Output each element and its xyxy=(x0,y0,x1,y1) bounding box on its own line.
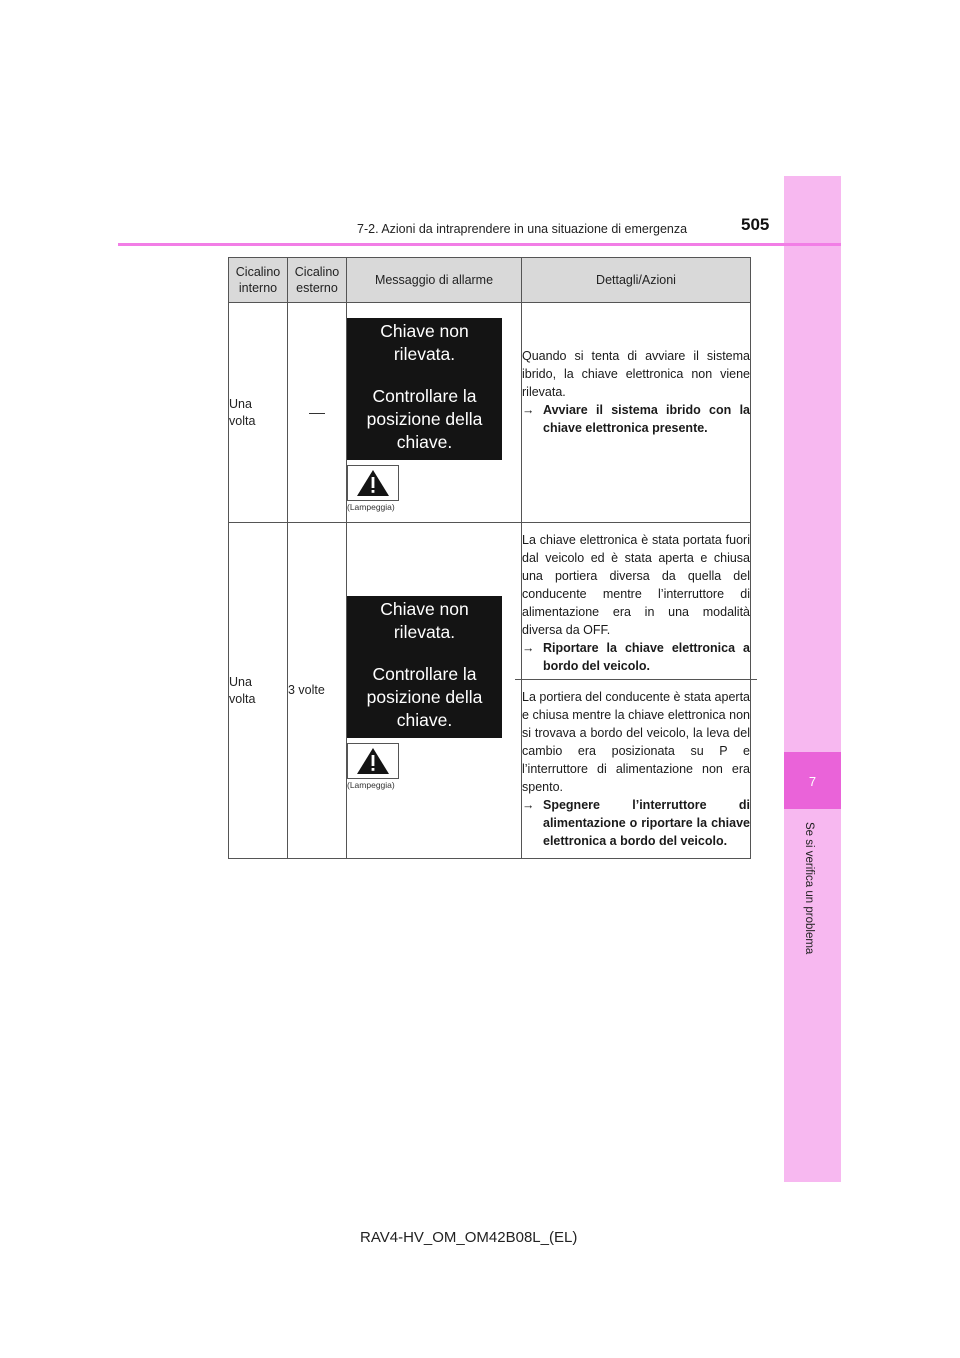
message-line: chiave. xyxy=(396,432,453,452)
header-details-actions: Dettagli/Azioni xyxy=(522,258,751,303)
internal-buzzer-cell: Una volta xyxy=(229,303,288,523)
external-buzzer-cell: 3 volte xyxy=(288,523,347,859)
internal-buzzer-cell: Una volta xyxy=(229,523,288,859)
chapter-title: Se si verifica un problema xyxy=(803,822,815,955)
detail-action xyxy=(522,796,750,850)
blink-caption: (Lampeggia) xyxy=(347,502,395,512)
detail-text: Quando si tenta di avviare il sistema ibrido, la chiave elettronica non viene rilevata. xyxy=(522,348,750,399)
chapter-title-tab xyxy=(803,822,823,1002)
chapter-number: 7 xyxy=(808,774,817,789)
detail-text: La portiera del conducente è stata aperta e chiusa mentre la chiave elettronica non si trovava a bordo del veicolo, la leva del cambio era posizionata su P e l’interruttore di alimentazione non era spento. xyxy=(522,690,750,794)
alarm-table xyxy=(228,257,751,859)
details-cell xyxy=(522,303,751,523)
message-line: Chiave non xyxy=(380,598,469,619)
detail-text: La chiave elettronica è stata portata fuori dal veicolo ed è stata aperta e chiusa una portiera diversa da quella del conducente mentre l’interruttore di alimentazione era in una modalità diversa da OFF. xyxy=(522,533,750,637)
message-display xyxy=(347,596,502,738)
page-number: 505 xyxy=(741,215,770,234)
action-text: Avviare il sistema ibrido con la chiave elettronica presente. xyxy=(543,402,750,435)
arrow-icon: → xyxy=(522,402,535,417)
message-line: posizione della xyxy=(366,686,483,707)
message-line: rilevata. xyxy=(393,621,456,642)
header-rule xyxy=(118,243,841,246)
action-text: Riportare la chiave elettronica a bordo del veicolo. xyxy=(543,641,750,673)
detail-action xyxy=(522,639,750,675)
detail-block xyxy=(522,523,750,679)
message-line: Chiave non xyxy=(380,321,469,341)
message-line: Controllare la xyxy=(372,663,477,684)
message-line: posizione della xyxy=(366,409,483,429)
action-text: Spegnere l’interruttore di alimentazione o riportare la chiave elettronica a bordo del veicolo. xyxy=(543,798,750,848)
external-buzzer-cell xyxy=(288,303,347,523)
table-header-row xyxy=(229,258,751,303)
warning-icon xyxy=(347,743,399,779)
table-row xyxy=(229,523,751,859)
table-row xyxy=(229,303,751,523)
warning-icon xyxy=(347,465,399,501)
document-code: RAV4-HV_OM_OM42B08L_(EL) xyxy=(360,1229,578,1246)
message-line: rilevata. xyxy=(393,344,456,364)
message-line: Controllare la xyxy=(372,386,477,406)
message-line: chiave. xyxy=(396,709,453,730)
dash-symbol xyxy=(309,413,325,414)
message-display xyxy=(347,318,502,460)
header-external-buzzer: Cicalino esterno xyxy=(288,258,347,303)
details-cell xyxy=(522,523,751,859)
detail-block xyxy=(522,680,750,856)
arrow-icon: → xyxy=(522,798,535,812)
header-internal-buzzer: Cicalino interno xyxy=(229,258,288,303)
alarm-message-cell xyxy=(347,303,522,523)
chapter-number-tab xyxy=(784,752,841,809)
arrow-icon: → xyxy=(522,641,535,655)
blink-caption: (Lampeggia) xyxy=(347,779,395,790)
header-alarm-message: Messaggio di allarme xyxy=(347,258,522,303)
alarm-message-cell xyxy=(347,523,522,859)
side-tab xyxy=(784,176,841,1182)
section-title: 7-2. Azioni da intraprendere in una situazione di emergenza xyxy=(357,222,688,236)
detail-action xyxy=(522,401,750,437)
